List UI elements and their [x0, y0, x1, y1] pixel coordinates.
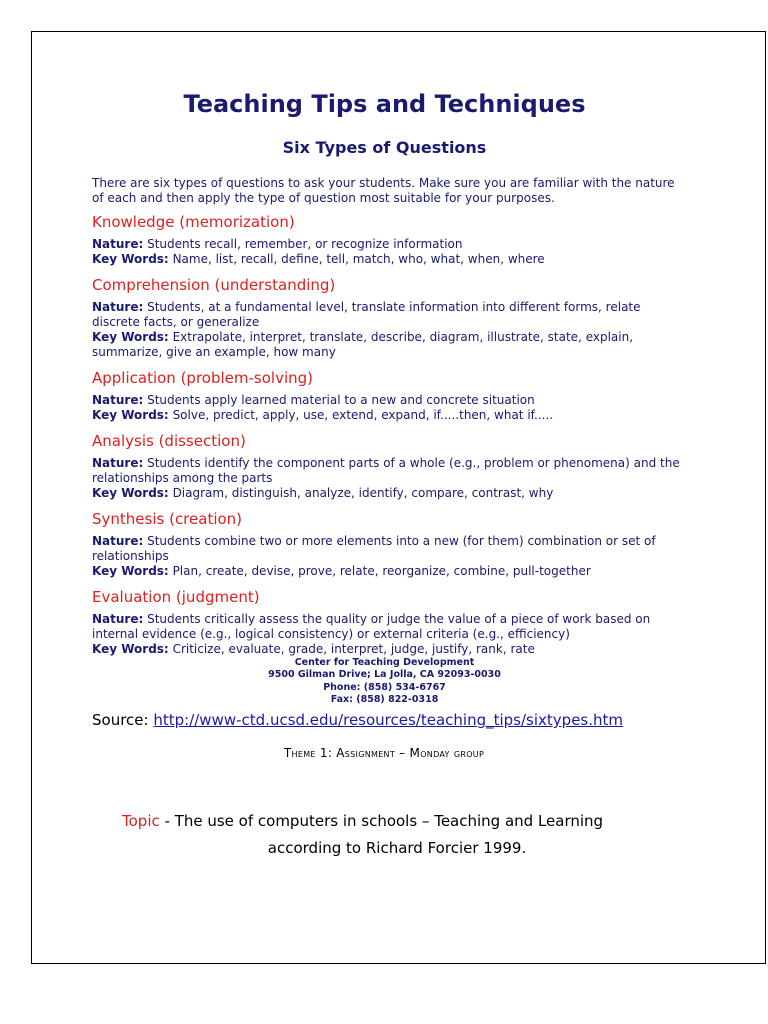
source-label: Source: [92, 711, 144, 729]
section-heading: Analysis (dissection): [92, 432, 246, 450]
section-body: [92, 237, 682, 267]
nature-text: Students recall, remember, or recognize information: [147, 237, 463, 251]
nature-label: Nature:: [92, 300, 144, 314]
contact-phone: Phone: (858) 534-6767: [323, 681, 446, 693]
section-body: [92, 534, 682, 579]
section-heading: Evaluation (judgment): [92, 588, 260, 606]
nature-label: Nature:: [92, 456, 144, 470]
section-heading: Knowledge (memorization): [92, 213, 295, 231]
section-body: [92, 300, 682, 360]
keywords-label: Key Words:: [92, 408, 169, 422]
section-body: [92, 612, 682, 657]
contact-fax: Fax: (858) 822-0318: [330, 694, 439, 706]
theme-line: [0, 746, 768, 760]
keywords-text: Name, list, recall, define, tell, match, who, what, when, where: [172, 252, 545, 266]
theme-prefix: Theme 1:: [283, 746, 333, 760]
contact-address: 9500 Gilman Drive; La Jolla, CA 92093-0030: [268, 669, 501, 681]
topic-block: [122, 808, 702, 862]
contact-block: [92, 657, 677, 707]
nature-text: Students apply learned material to a new and concrete situation: [147, 393, 535, 407]
section-body: [92, 456, 682, 501]
keywords-text: Plan, create, devise, prove, relate, reorganize, combine, pull-together: [172, 564, 591, 578]
topic-label: Topic: [122, 812, 160, 830]
question-types: [92, 211, 682, 664]
contact-org: Center for Teaching Development: [294, 657, 475, 668]
section-heading: Comprehension (understanding): [92, 276, 336, 294]
intro-paragraph: There are six types of questions to ask your students. Make sure you are familiar with the nature of each and then apply the type of question most suitable for your purposes.: [92, 176, 675, 205]
section-analysis: [92, 430, 682, 501]
page-subtitle: Six Types of Questions: [282, 138, 487, 157]
nature-text: Students, at a fundamental level, translate information into different forms, relate discrete facts, or generalize: [92, 300, 641, 329]
source-line: [92, 711, 623, 729]
nature-label: Nature:: [92, 534, 144, 548]
section-heading: Application (problem-solving): [92, 369, 313, 387]
keywords-text: Criticize, evaluate, grade, interpret, judge, justify, rank, rate: [172, 642, 535, 656]
theme-text: Assignment – Monday group: [336, 746, 485, 760]
topic-line1: - The use of computers in schools – Teaching and Learning: [159, 812, 604, 830]
section-heading: Synthesis (creation): [92, 510, 243, 528]
keywords-text: Extrapolate, interpret, translate, describe, diagram, illustrate, state, explain, summarize, give an example, how many: [92, 330, 634, 359]
keywords-label: Key Words:: [92, 330, 169, 344]
section-synthesis: [92, 508, 682, 579]
nature-label: Nature:: [92, 237, 144, 251]
page-title: Teaching Tips and Techniques: [183, 90, 586, 118]
keywords-label: Key Words:: [92, 486, 169, 500]
topic-line2: according to Richard Forcier 1999.: [267, 839, 527, 857]
nature-label: Nature:: [92, 393, 144, 407]
section-knowledge: [92, 211, 682, 267]
nature-label: Nature:: [92, 612, 144, 626]
source-colon: :: [143, 711, 154, 729]
section-comprehension: [92, 274, 682, 360]
keywords-label: Key Words:: [92, 642, 169, 656]
source-link[interactable]: http://www-ctd.ucsd.edu/resources/teaching_tips/sixtypes.htm: [153, 711, 624, 729]
keywords-label: Key Words:: [92, 252, 169, 266]
keywords-text: Solve, predict, apply, use, extend, expand, if.....then, what if.....: [172, 408, 554, 422]
section-application: [92, 367, 682, 423]
nature-text: Students identify the component parts of a whole (e.g., problem or phenomena) and the relationships among the parts: [92, 456, 680, 485]
nature-text: Students critically assess the quality or judge the value of a piece of work based on internal evidence (e.g., logical consistency) or external criteria (e.g., efficiency): [92, 612, 651, 641]
keywords-text: Diagram, distinguish, analyze, identify, compare, contrast, why: [172, 486, 554, 500]
section-body: [92, 393, 682, 423]
nature-text: Students combine two or more elements into a new (for them) combination or set of relationships: [92, 534, 656, 563]
keywords-label: Key Words:: [92, 564, 169, 578]
section-evaluation: [92, 586, 682, 657]
